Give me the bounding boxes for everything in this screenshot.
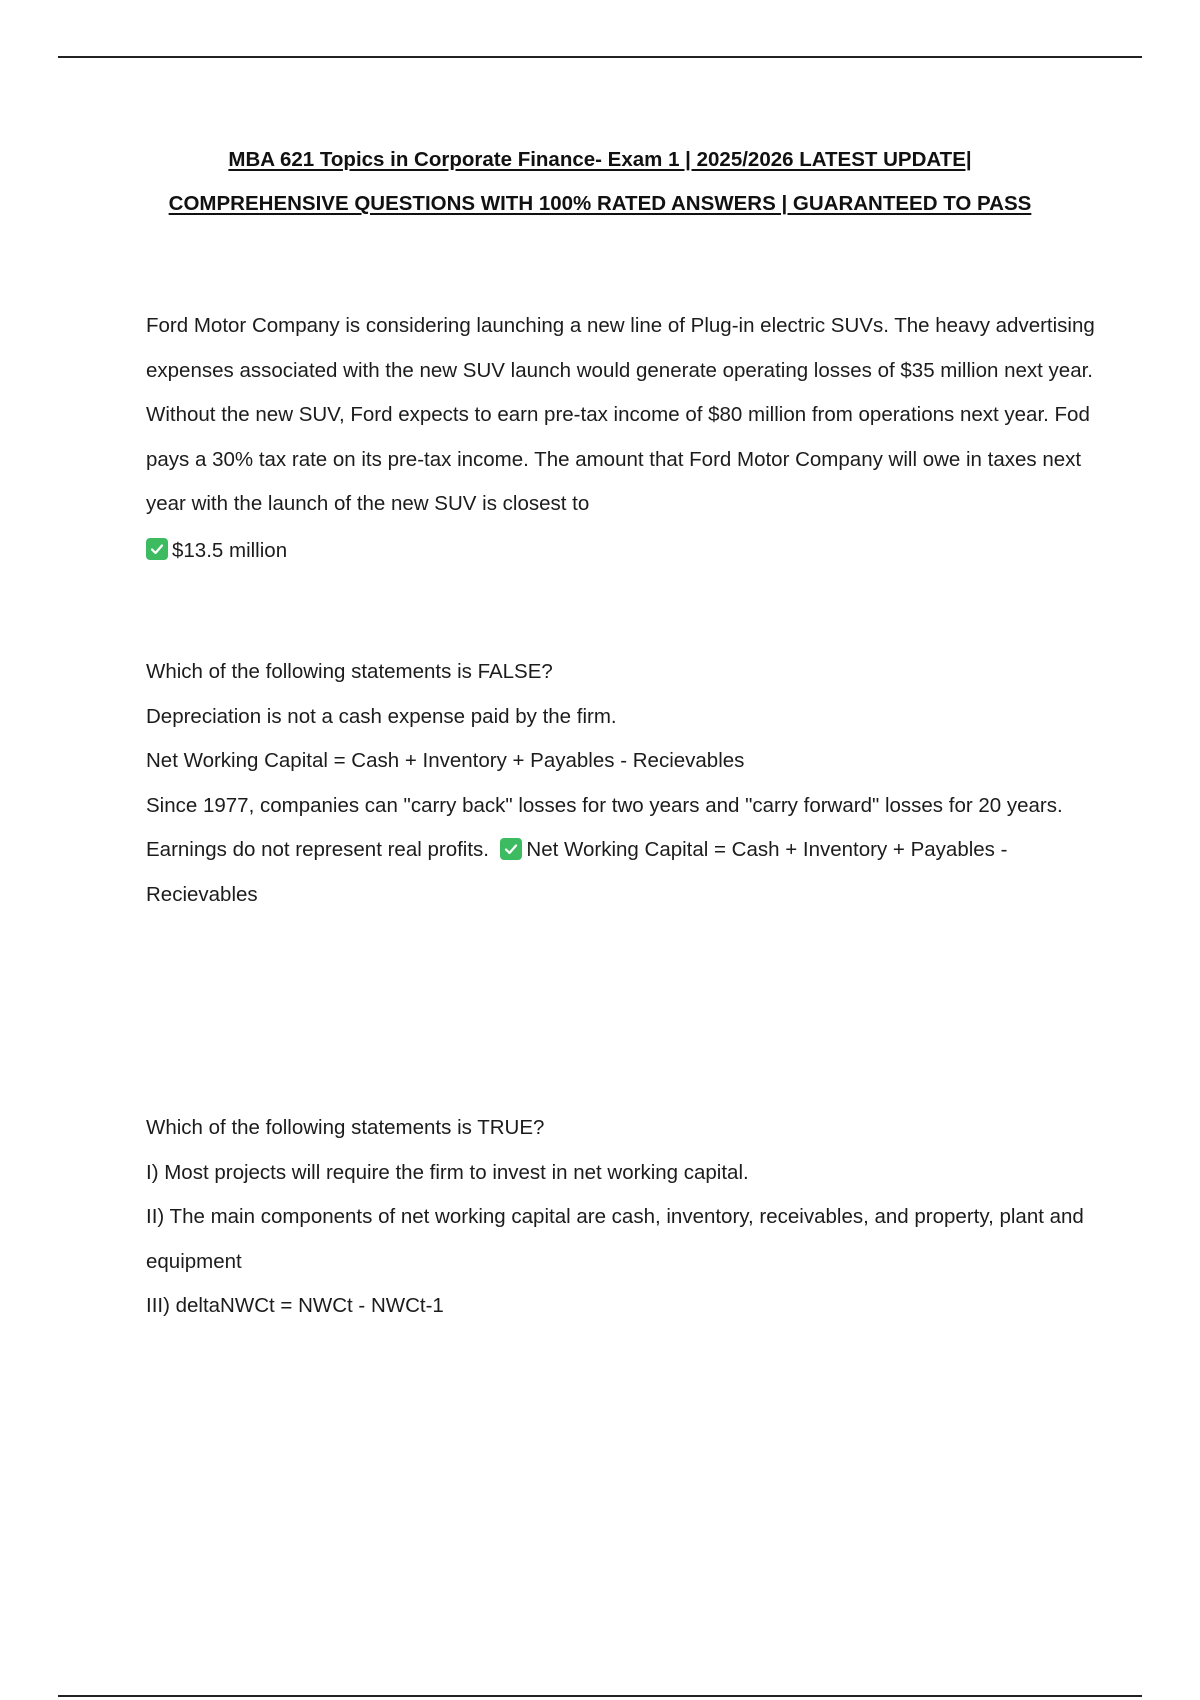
footer-rule: [58, 1695, 1142, 1697]
question-3-option-2: II) The main components of net working capital are cash, inventory, receivables, and property, plant and equipment: [146, 1205, 1084, 1273]
question-3-option-1: I) Most projects will require the firm to invest in net working capital.: [146, 1160, 749, 1184]
question-1-answer-text: $13.5 million: [172, 538, 288, 562]
question-2-answer-text: Net Working Capital = Cash + Inventory + Payables - Recievables: [146, 838, 1008, 906]
document-title: [0, 138, 1200, 226]
question-2-option-4: Earnings do not represent real profits.: [146, 838, 489, 861]
title-line-1: MBA 621 Topics in Corporate Finance- Exam 1 | 2025/2026 LATEST UPDATE|: [228, 148, 972, 171]
question-1-answer: [146, 529, 1096, 574]
header-rule: [58, 56, 1142, 58]
check-mark-icon: [500, 838, 522, 860]
question-1: [146, 304, 1096, 573]
question-3-text: Which of the following statements is TRUE?: [146, 1116, 545, 1139]
question-2-option-3: Since 1977, companies can "carry back" losses for two years and "carry forward" losses for 20 years.: [146, 793, 1063, 817]
question-3: [146, 1106, 1096, 1329]
question-1-text: Ford Motor Company is considering launching a new line of Plug-in electric SUVs. The heavy advertising expenses associated with the new SUV launch would generate operating losses of $35 million next year. Without the new SUV, Ford expects to earn pre-tax income of $80 million from operations next year. Fod pays a 30% tax rate on its pre-tax income. The amount that Ford Motor Company will owe in taxes next year with the launch of the new SUV is closest to: [146, 314, 1095, 515]
title-line-2: COMPREHENSIVE QUESTIONS WITH 100% RATED ANSWERS | GUARANTEED TO PASS: [168, 192, 1032, 215]
question-2-option-4-with-answer: [146, 828, 1096, 917]
question-2: [146, 650, 1096, 917]
question-3-option-3: III) deltaNWCt = NWCt - NWCt-1: [146, 1294, 444, 1317]
question-2-option-1: Depreciation is not a cash expense paid by the firm.: [146, 704, 617, 728]
check-mark-icon: [146, 538, 168, 560]
question-2-text: Which of the following statements is FALSE?: [146, 660, 553, 683]
question-2-option-2: Net Working Capital = Cash + Inventory + Payables - Recievables: [146, 749, 745, 772]
